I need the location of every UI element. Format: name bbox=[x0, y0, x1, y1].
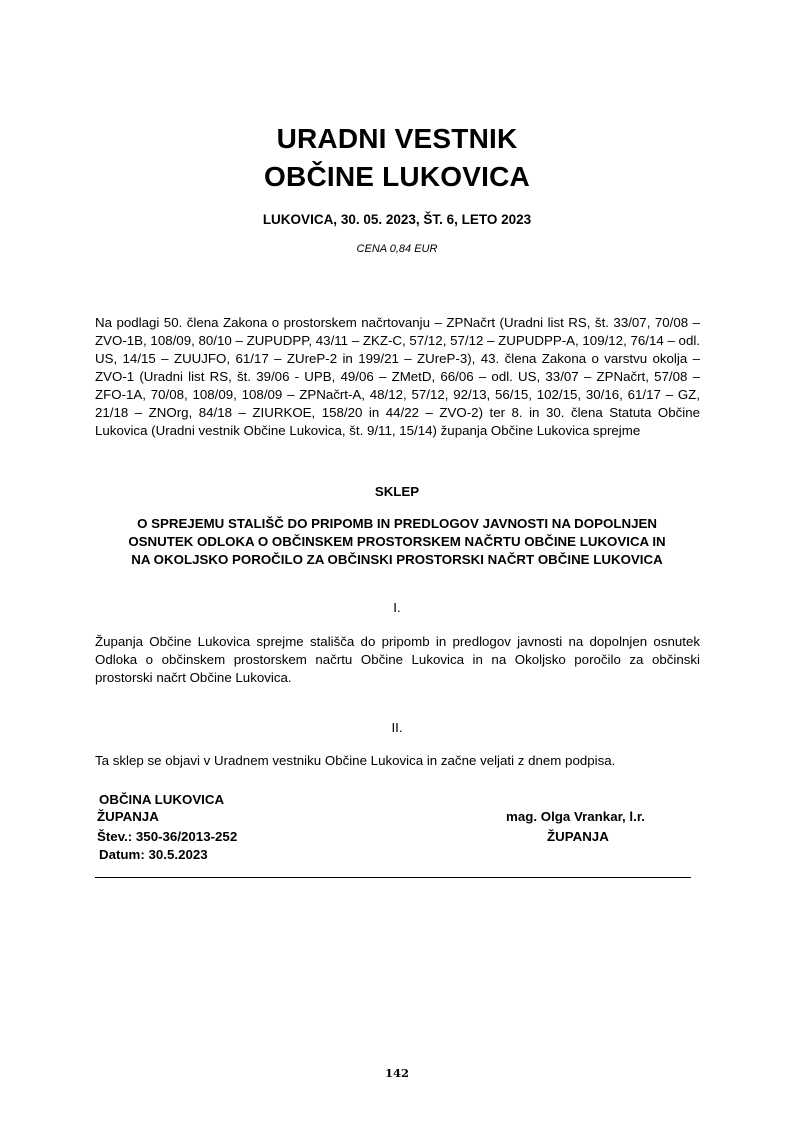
separator-line bbox=[95, 877, 691, 878]
decision-title-line2: OSNUTEK ODLOKA O OBČINSKEM PROSTORSKEM NAČRTU OBČINE LUKOVICA IN bbox=[128, 534, 666, 549]
section-text: Županja Občine Lukovica sprejme stališča do pripomb in predlogov javnosti na dopolnjen osnutek Odloka o občinskem prostorskem načrtu Občine Lukovica in na Okoljsko poročilo za občinski prostorski načrt Občine Lukovica. bbox=[95, 634, 700, 685]
gazette-title-line1: URADNI VESTNIK bbox=[276, 123, 518, 154]
decision-title-line1: O SPREJEMU STALIŠČ DO PRIPOMB IN PREDLOGOV JAVNOSTI NA DOPOLNJEN bbox=[137, 516, 657, 531]
price-label: CENA 0,84 EUR bbox=[356, 243, 438, 255]
signature-role-right: ŽUPANJA bbox=[547, 829, 609, 844]
decision-title-line3: NA OKOLJSKO POROČILO ZA OBČINSKI PROSTORSKI NAČRT OBČINE LUKOVICA bbox=[131, 552, 663, 567]
page-number: 142 bbox=[384, 1066, 409, 1080]
gazette-title-line2: OBČINE LUKOVICA bbox=[264, 161, 530, 192]
decision-label: SKLEP bbox=[374, 484, 420, 499]
decision-title bbox=[0, 515, 794, 569]
issue-line: LUKOVICA, 30. 05. 2023, ŠT. 6, LETO 2023 bbox=[262, 212, 532, 227]
signature-role-left: ŽUPANJA bbox=[97, 809, 159, 824]
signature-municipality: OBČINA LUKOVICA bbox=[99, 792, 225, 807]
document-number: Štev.: 350-36/2013-252 bbox=[97, 829, 238, 844]
signer-name: mag. Olga Vrankar, l.r. bbox=[506, 809, 645, 824]
section-numeral: II. bbox=[391, 720, 403, 735]
section-numeral: I. bbox=[393, 600, 401, 615]
section-text: Ta sklep se objavi v Uradnem vestniku Občine Lukovica in začne veljati z dnem podpisa. bbox=[95, 753, 616, 768]
preamble-paragraph: Na podlagi 50. člena Zakona o prostorskem načrtovanju – ZPNačrt (Uradni list RS, št. 33/07, 70/08 – ZVO-1B, 108/09, 80/10 – ZUPUDPP, 43/11 – ZKZ-C, 57/12, 57/12 – ZUPUDPP-A, 109/12, 76/14 – odl. US, 14/15 – ZUUJFO, 61/17 – ZUreP-2 in 199/21 – ZUreP-3), 43. člena Zakona o varstvu okolja – ZVO-1 (Uradni list RS, št. 39/06 - UPB, 49/06 – ZMetD, 66/06 – odl. US, 33/07 – ZPNačrt, 57/08 – ZFO-1A, 70/08, 108/09, 108/09 – ZPNačrt-A, 48/12, 57/12, 92/13, 56/15, 102/15, 30/16, 61/17 – GZ, 21/18 – ZNOrg, 84/18 – ZIURKOE, 158/20 in 44/22 – ZVO-2) ter 8. in 30. člena Statuta Občine Lukovica (Uradni vestnik Občine Lukovica, št. 9/11, 15/14) županja Občine Lukovica sprejme bbox=[95, 315, 700, 438]
document-date: Datum: 30.5.2023 bbox=[99, 847, 208, 862]
